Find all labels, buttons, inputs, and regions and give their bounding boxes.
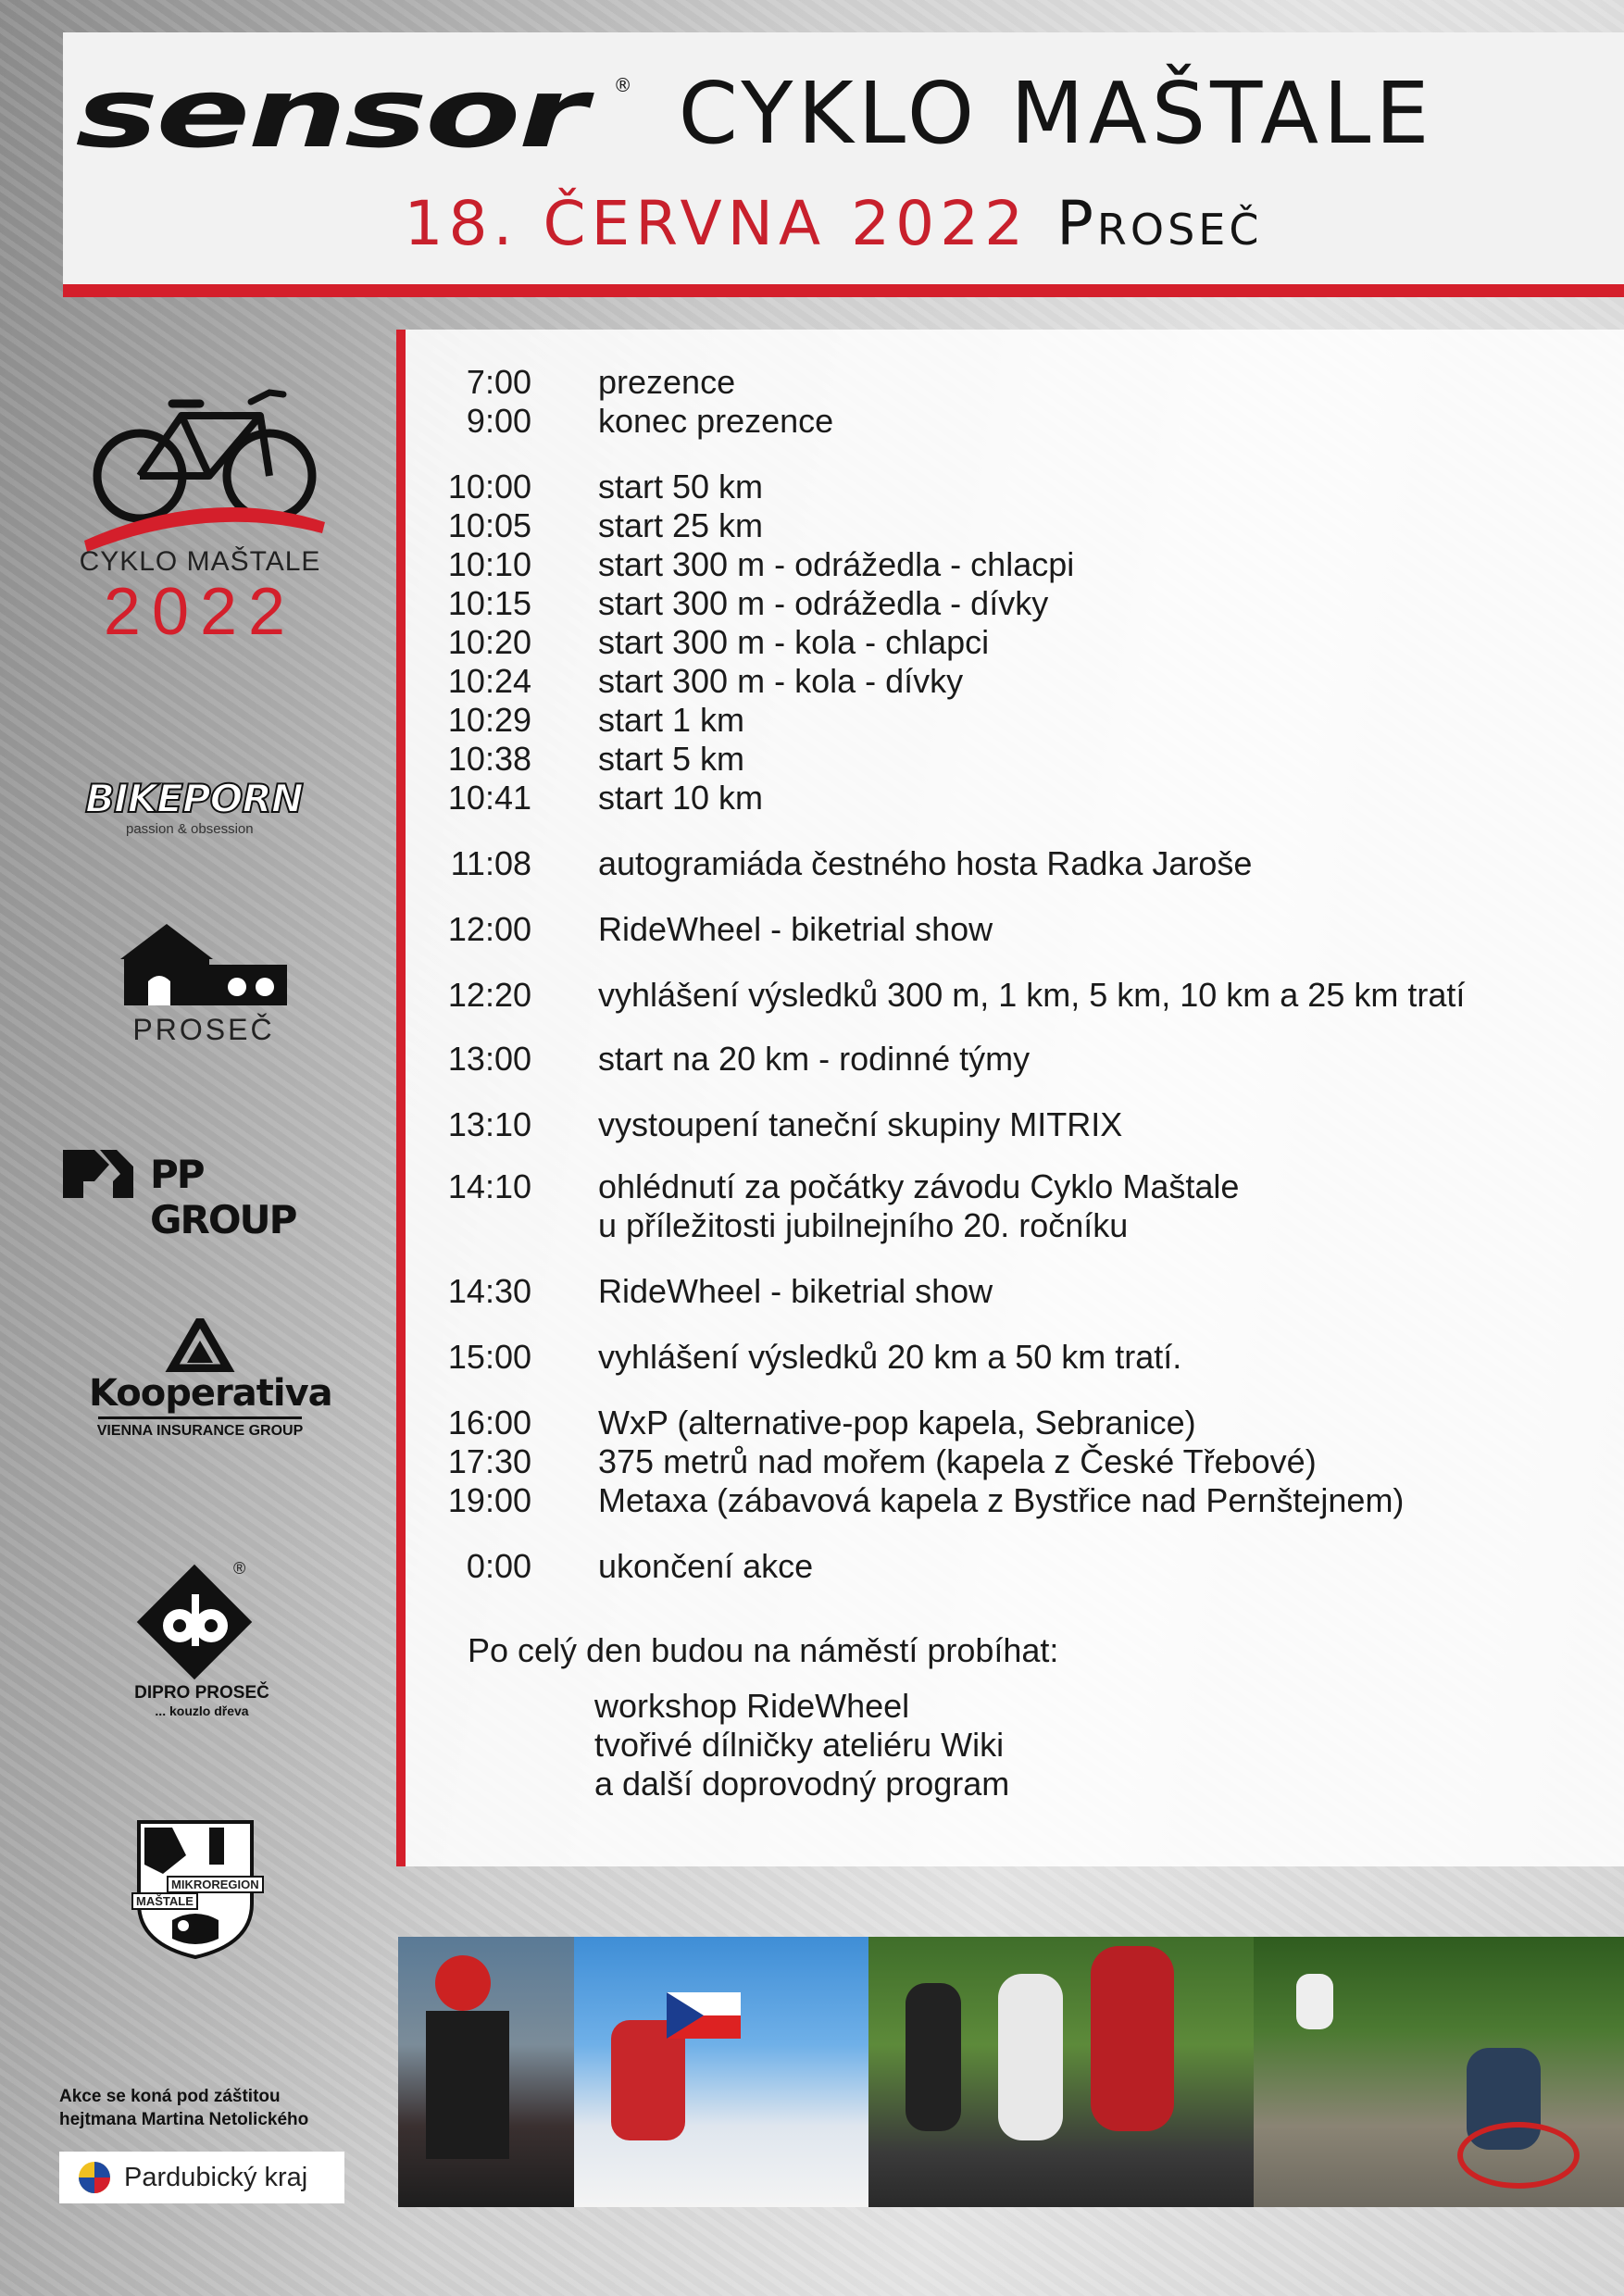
schedule-row: 10:20 start 300 m - kola - chlapci [447, 623, 990, 661]
all-day-list [594, 1687, 1009, 1803]
photo-mountaineer [574, 1937, 868, 2207]
pardubicky-kraj-logo [59, 2152, 344, 2203]
header-red-line [63, 284, 1624, 297]
schedule-row: 10:00 start 50 km [447, 468, 764, 505]
bikeporn-tagline: passion & obsession [126, 821, 254, 837]
list-item: tvořivé dílničky ateliéru Wiki [594, 1726, 1005, 1764]
registered-mark: ® [613, 74, 632, 96]
dipro-logo [119, 1561, 285, 1718]
photo-trail-riders [1254, 1937, 1624, 2207]
kooperativa-mark-icon [89, 1318, 311, 1372]
house-icon [111, 924, 296, 1007]
pp-group-mark-icon [63, 1150, 133, 1198]
pp-group-name: PP GROUP [150, 1152, 296, 1242]
prosec-name: PROSEČ [132, 1013, 275, 1046]
photo-riders-start [398, 1937, 574, 2207]
photo-race-group [868, 1937, 1254, 2207]
schedule-row: 10:10 start 300 m - odrážedla - chlacpi [447, 545, 1075, 583]
list-item: workshop RideWheel [594, 1687, 910, 1725]
schedule-row: 9:00 konec prezence [466, 402, 834, 440]
prosec-logo [111, 924, 296, 1044]
date-row [93, 181, 1574, 265]
schedule-row: 10:29 start 1 km [447, 701, 745, 739]
schedule-red-line [396, 330, 406, 1866]
bikeporn-logo [85, 776, 317, 850]
schedule-row: 15:00 vyhlášení výsledků 20 km a 50 km tratí. [447, 1338, 1182, 1376]
schedule-row: 14:30 RideWheel - biketrial show [447, 1272, 993, 1310]
schedule-row: 10:24 start 300 m - kola - dívky [447, 662, 964, 700]
schedule-row: 11:08 autogramiáda čestného hosta Radka Jaroše [450, 844, 1253, 882]
schedule-row: 17:30 375 metrů nad mořem (kapela z České Třebové) [447, 1442, 1317, 1480]
schedule-row: 16:00 WxP (alternative-pop kapela, Sebranice) [447, 1404, 1196, 1441]
pp-group-logo [63, 1150, 341, 1242]
kraj-flower-icon [78, 2161, 111, 2194]
bikeporn-name: BIKEPORN [85, 776, 303, 821]
mastale-label: MAŠTALE [131, 1892, 198, 1910]
dipro-name: DIPRO PROSEČ [134, 1683, 269, 1703]
cyklo-mastale-2022-logo [61, 374, 339, 649]
event-place: Proseč [1056, 187, 1263, 259]
kraj-name: Pardubický kraj [124, 2162, 308, 2192]
schedule-row: 19:00 Metaxa (zábavová kapela z Bystřice nad Pernštejnem) [447, 1481, 1405, 1519]
patronage-text: Akce se koná pod záštitou hejtmana Martina Netolického [59, 2087, 309, 2129]
kooperativa-tagline: VIENNA INSURANCE GROUP [96, 1423, 304, 1439]
mikroregion-mastale-logo [135, 1818, 259, 1959]
cyklo-mastale-label: CYKLO MAŠTALE [79, 546, 321, 577]
dipro-tagline: ... kouzlo dřeva [155, 1703, 249, 1718]
schedule-row: 7:00 prezence [466, 363, 736, 401]
schedule-list [407, 363, 1611, 1586]
schedule-row: 10:38 start 5 km [447, 740, 745, 778]
all-day-heading: Po celý den budou na náměstí probíhat: [468, 1631, 1059, 1669]
mikroregion-label: MIKROREGION [167, 1876, 264, 1893]
kooperativa-logo [89, 1318, 332, 1448]
list-item: a další doprovodný program [594, 1765, 1010, 1803]
sensor-logo: sensor [74, 56, 584, 169]
year-label: 2022 [103, 575, 297, 649]
schedule-row: 12:20 vyhlášení výsledků 300 m, 1 km, 5 km, 10 km a 25 km tratí [447, 976, 1466, 1014]
schedule-row: 14:10 ohlédnutí za počátky závodu Cyklo Maštale [447, 1167, 1240, 1205]
schedule-row: 0:00 ukončení akce [466, 1547, 814, 1585]
schedule-row: 10:41 start 10 km [447, 779, 764, 817]
schedule-row: 10:05 start 25 km [447, 506, 764, 544]
dipro-registered-mark: ® [233, 1559, 246, 1578]
photo-strip [398, 1937, 1624, 2207]
schedule-row: 13:00 start na 20 km - rodinné týmy [447, 1040, 1031, 1078]
title-row [74, 56, 1574, 169]
event-title: CYKLO MAŠTALE [678, 63, 1434, 163]
dipro-mark-icon [119, 1561, 285, 1679]
schedule-row: 13:10 vystoupení taneční skupiny MITRIX [447, 1105, 1123, 1143]
event-date: 18. ČERVNA 2022 [404, 187, 1030, 259]
kooperativa-name: Kooperativa [89, 1372, 332, 1415]
bicycle-icon [61, 374, 339, 559]
schedule-row: 12:00 RideWheel - biketrial show [447, 910, 993, 948]
schedule-row: 10:15 start 300 m - odrážedla - dívky [447, 584, 1049, 622]
schedule-row-continued: u příležitosti jubilnejního 20. ročníku [598, 1206, 1129, 1244]
